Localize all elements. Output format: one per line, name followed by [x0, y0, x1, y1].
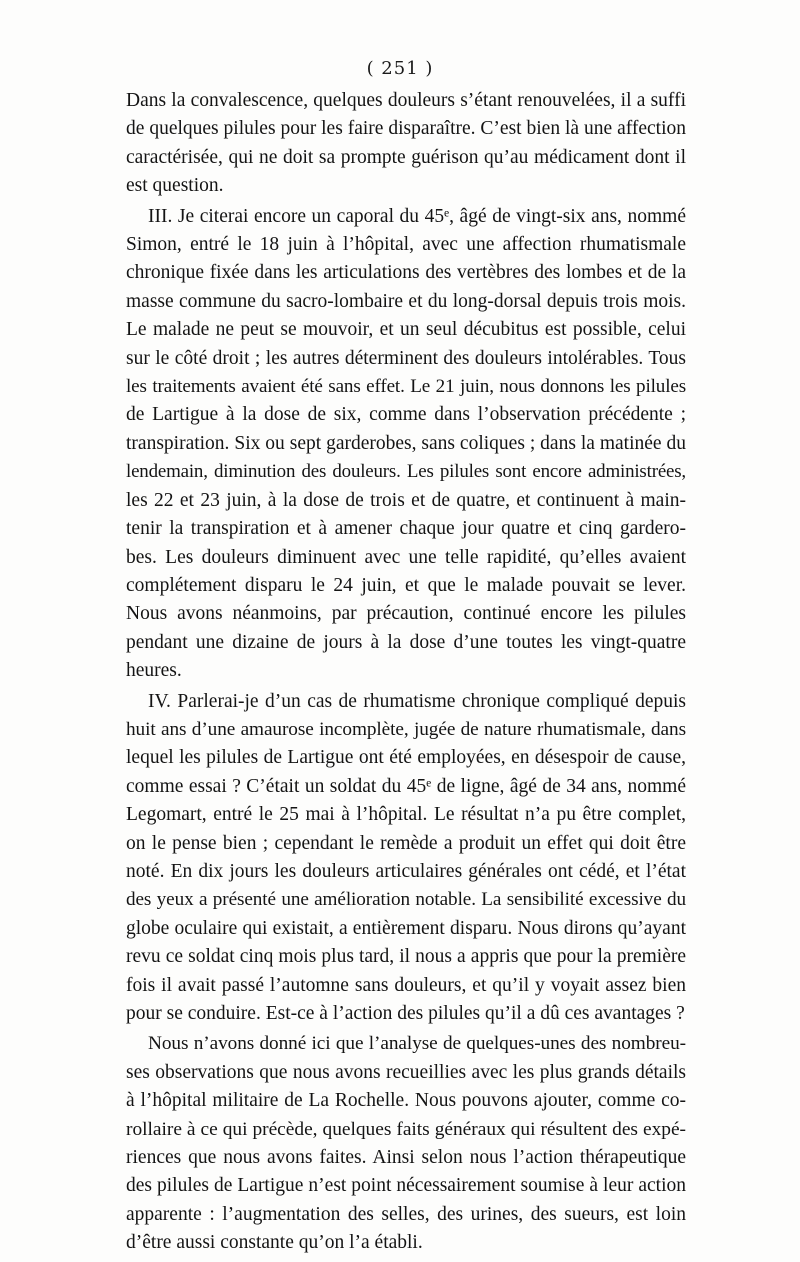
- page-number: ( 251 ): [366, 58, 434, 79]
- text-line: Legomart, entré le 25 mai à l’hôpital. Le résultat n’a pu être complet,: [126, 804, 686, 826]
- paragraph-observation-iv: [126, 688, 686, 1029]
- text-line: III. Je citerai encore un caporal du 45ᵉ, âgé de vingt-six ans, nommé: [148, 205, 686, 227]
- text-line: sur le côté droit ; les autres déterminent des douleurs intolérables. Tous: [126, 347, 686, 369]
- text-line: on le pense bien ; cependant le remède a produit un effet qui doit être: [126, 832, 686, 854]
- text-line: Le malade ne peut se mouvoir, et un seul décubitus est possible, celui: [126, 319, 686, 341]
- text-line: pour se conduire. Est-ce à l’action des pilules qu’il a dû ces avantages ?: [126, 1003, 685, 1024]
- text-line: huit ans d’une amaurose incomplète, jugée de nature rhumatismale, dans: [126, 718, 686, 740]
- paragraph-observation-iii: [126, 203, 686, 686]
- text-line: est question.: [126, 175, 224, 197]
- text-line: les traitements avaient été sans effet. Le 21 juin, nous donnons les pilules: [126, 376, 686, 398]
- text-line: Nous n’avons donné ici que l’analyse de quelques-unes des nombreu-: [148, 1033, 686, 1055]
- text-line: les 22 et 23 juin, à la dose de trois et de quatre, et continuent à main-: [126, 489, 686, 511]
- text-line: noté. En dix jours les douleurs articulaires générales ont cédé, et l’état: [126, 860, 686, 882]
- text-line: des yeux a présenté une amélioration notable. La sensibilité excessive du: [126, 889, 686, 911]
- text-line: d’être aussi constante qu’on l’a établi.: [126, 1232, 423, 1254]
- text-line: pendant une dizaine de jours à la dose d’une toutes les vingt-quatre: [126, 631, 686, 653]
- text-line: de Lartigue à la dose de six, comme dans l’observation précédente ;: [126, 404, 686, 426]
- text-line: riences que nous avons faites. Ainsi selon nous l’action thérapeutique: [126, 1147, 686, 1169]
- text-line: lequel les pilules de Lartigue ont été employées, en désespoir de cause,: [126, 747, 686, 769]
- text-line: chronique fixée dans les articulations des vertèbres des lombes et de la: [126, 262, 686, 284]
- text-line: apparente : l’augmentation des selles, des urines, des sueurs, est loin: [126, 1203, 686, 1225]
- paragraph-conclusion: [126, 1030, 686, 1257]
- text-line: revu ce soldat cinq mois plus tard, il nous a appris que pour la première: [126, 946, 686, 968]
- text-line: lendemain, diminution des douleurs. Les pilules sont encore administrées,: [126, 461, 686, 483]
- text-line: bes. Les douleurs diminuent avec une telle rapidité, qu’elles avaient: [126, 546, 686, 568]
- text-line: heures.: [126, 660, 182, 682]
- text-line: des pilules de Lartigue n’est point nécessairement soumise à leur action: [126, 1175, 686, 1197]
- text-line: caractérisée, qui ne doit sa prompte guérison qu’au médicament dont il: [126, 146, 686, 168]
- text-line: à l’hôpital militaire de La Rochelle. Nous pouvons ajouter, comme co-: [126, 1090, 686, 1112]
- body-text: [126, 87, 686, 1258]
- text-line: comme essai ? C’était un soldat du 45ᵉ de ligne, âgé de 34 ans, nommé: [126, 775, 686, 797]
- text-line: de quelques pilules pour les faire disparaître. C’est bien là une affection: [126, 118, 686, 140]
- text-line: IV. Parlerai-je d’un cas de rhumatisme chronique compliqué depuis: [148, 690, 686, 712]
- text-line: masse commune du sacro-lombaire et du long-dorsal depuis trois mois.: [126, 290, 686, 312]
- text-line: Dans la convalescence, quelques douleurs s’étant renouvelées, il a suffi: [126, 90, 686, 111]
- text-line: rollaire à ce qui précède, quelques faits généraux qui résultent des expé-: [126, 1118, 686, 1140]
- text-line: Simon, entré le 18 juin à l’hôpital, avec une affection rhumatismale: [126, 234, 686, 256]
- text-line: ses observations que nous avons recueillies avec les plus grands détails: [126, 1061, 686, 1083]
- text-line: Nous avons néanmoins, par précaution, continué encore les pilules: [126, 603, 686, 625]
- text-line: transpiration. Six ou sept garderobes, sans coliques ; dans la matinée du: [126, 432, 686, 454]
- text-line: complétement disparu le 24 juin, et que le malade pouvait se lever.: [126, 574, 686, 596]
- text-line: fois il avait passé l’automne sans douleurs, et qu’il y voyait assez bien: [126, 974, 686, 996]
- text-line: tenir la transpiration et à amener chaque jour quatre et cinq gardero-: [126, 518, 686, 540]
- text-line: globe oculaire qui existait, a entièrement disparu. Nous dirons qu’ayant: [126, 917, 686, 939]
- paragraph-convalescence: [126, 87, 686, 201]
